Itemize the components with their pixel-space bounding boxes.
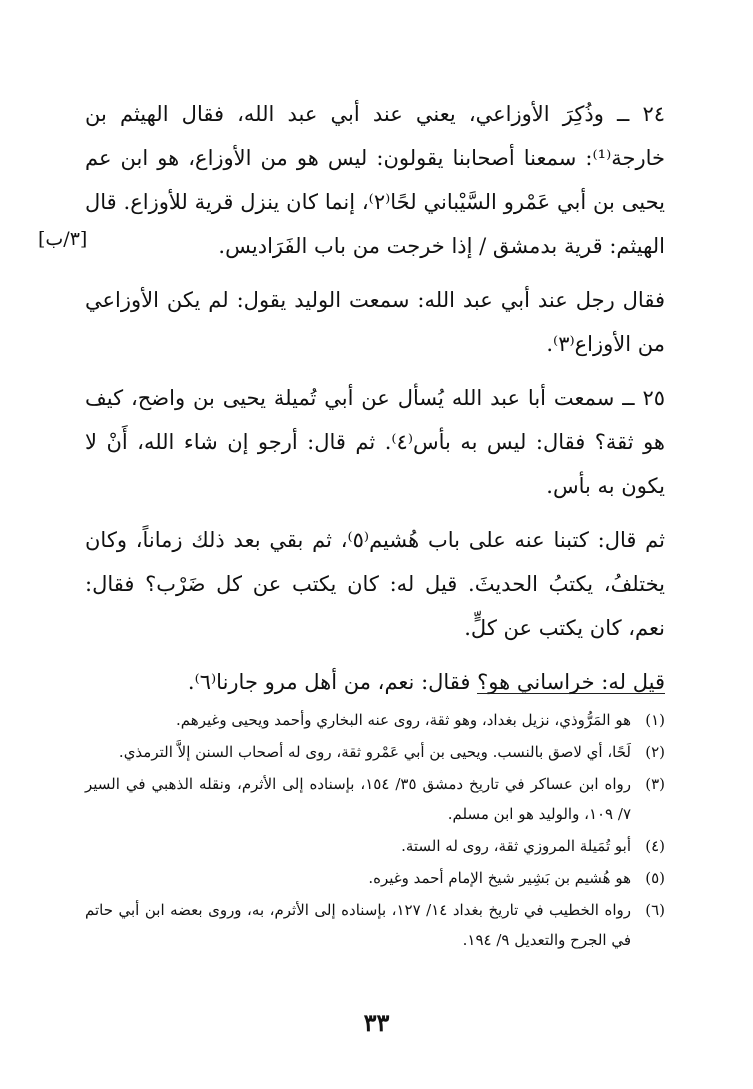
paragraph-25-continued: ثم قال: كتبنا عنه على باب هُشيم⁽٥⁾، ثم بقي بعد ذلك زماناً، وكان يختلفُ، يكتبُ الحديثَ. قيل له: كان يكتب عن كل ضَرْب؟ فقال: نعم، كان يكتب عن كلٍّ. [85, 528, 666, 640]
footnote-marker: (١) [645, 711, 665, 729]
footnote-2 [85, 737, 665, 767]
manuscript-folio-reference: [٣/ب] [38, 228, 88, 250]
main-text [85, 92, 665, 714]
footnote-marker: (٢) [645, 743, 665, 761]
footnote-1 [85, 705, 665, 735]
footnote-marker: (٤) [645, 837, 665, 855]
footnote-5 [85, 863, 665, 893]
footnote-text: هو هُشيم بن بَشِير شيخ الإمام أحمد وغيره. [368, 869, 631, 887]
footnote-marker: (٣) [645, 775, 665, 793]
paragraph-25: ٢٥ ــ سمعت أبا عبد الله يُسأل عن أبي تُميلة يحيى بن واضح، كيف هو ثقة؟ فقال: ليس به بأس⁽٤⁾. ثم قال: أرجو إن شاء الله، أَنْ لا يكون به بأس. [85, 386, 666, 498]
footnotes [85, 705, 665, 957]
footnote-6 [85, 895, 665, 955]
paragraph-24-continued: فقال رجل عند أبي عبد الله: سمعت الوليد يقول: لم يكن الأوزاعي من الأوزاع⁽٣⁾. [85, 288, 665, 356]
footnote-3 [85, 769, 665, 829]
footnote-text: هو المَرُّوذي، نزيل بغداد، وهو ثقة، روى عنه البخاري وأحمد ويحيى وغيرهم. [176, 711, 631, 729]
footnote-text: رواه ابن عساكر في تاريخ دمشق ٣٥/ ١٥٤، بإسناده إلى الأثرم، ونقله الذهبي في السير ٧/ ١٠٩، والوليد هو ابن مسلم. [85, 775, 632, 823]
footnote-marker: (٥) [645, 869, 665, 887]
footnote-marker: (٦) [645, 901, 665, 919]
paragraph-24: ٢٤ ــ وذُكِرَ الأوزاعي، يعني عند أبي عبد الله، فقال الهيثم بن خارجة⁽¹⁾: سمعنا أصحابنا يقولون: ليس هو من الأوزاع، هو ابن عم يحيى بن أبي عَمْرو السَّيْباني لحًا⁽٢⁾، إنما كان ينزل قرية للأوزاع. قال الهيثم: قرية بدمشق / إذا خرجت من باب الفَرَاديس. [85, 102, 665, 258]
footnote-text: لَحًا، أي لاصق بالنسب. ويحيى بن أبي عَمْرو ثقة، روى له أصحاب السنن إلاَّ الترمذي. [118, 743, 631, 761]
footnote-text: رواه الخطيب في تاريخ بغداد ١٤/ ١٢٧، بإسناده إلى الأثرم، به، وروى بعضه ابن أبي حاتم في الجرح والتعديل ٩/ ١٩٤. [85, 901, 631, 949]
footnote-separator [477, 693, 665, 694]
footnote-text: أبو تُمَيلة المروزي ثقة، روى له الستة. [401, 837, 631, 855]
footnote-4 [85, 831, 665, 861]
paragraph-25-final: قيل له: خراساني هو؟ فقال: نعم، من أهل مرو جارنا⁽٦⁾. [187, 670, 665, 694]
page-number: ٣٣ [363, 1008, 390, 1037]
